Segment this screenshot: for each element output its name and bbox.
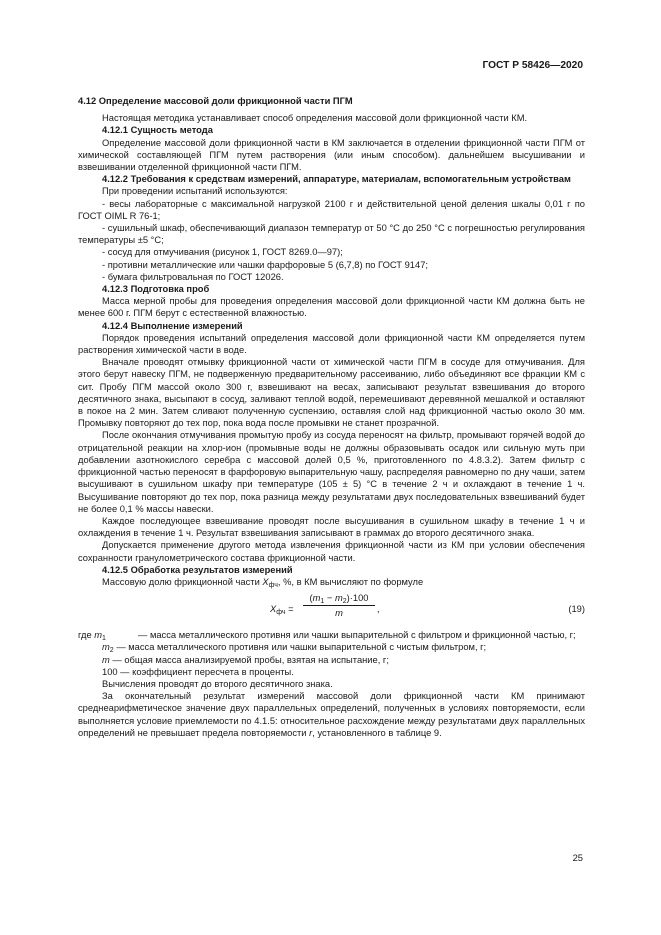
paragraph-final-result (78, 690, 585, 739)
where-m-text: — общая масса анализируемой пробы, взятая на испытание, г; (112, 654, 389, 665)
section-heading-4-12-2: 4.12.2 Требования к средствам измерений, аппаратуре, материалам, вспомогательным устройствам (102, 174, 571, 185)
paragraph-4-12-4-4: Каждое последующее взвешивание проводят после высушивания в сушильном шкафу в течение 1 ч и охлаждения в течение 1 ч. Результат взвешивания записывают в граммах до второго десятичного знака. (78, 515, 585, 539)
section-heading-4-12-3: 4.12.3 Подготовка проб (102, 284, 210, 295)
where-word: где (78, 630, 92, 641)
where-m1-var: m (94, 630, 103, 641)
formula-comma: , (377, 604, 380, 615)
where-m1-sub: 1 (102, 635, 106, 643)
final-text-post: , установленного в таблице 9. (312, 727, 442, 738)
formula-lhs-var: X (270, 604, 277, 615)
standard-header: ГОСТ Р 58426—2020 (482, 60, 583, 71)
where-m2 (78, 641, 585, 653)
formula-numerator (303, 592, 375, 606)
paragraph-4-12-4-1: Порядок проведения испытаний определения массовой доли фрикционной части КМ определяется путем растворения химической части в воде. (78, 332, 585, 356)
intro-text-post: , %, в КМ вычисляют по формуле (277, 576, 424, 587)
variable-x-subscript: фч (268, 581, 278, 589)
where-m-var: m (102, 654, 110, 665)
list-item: - сушильный шкаф, обеспечивающий диапазон температур от 50 °C до 250 °C с погрешностью регулирования температуры ±5 °C; (78, 223, 585, 246)
final-text-pre: За окончательный результат измерений массовой доли фрикционной части КМ принимают среднеарифметическое значение двух параллельных определений, полученных в условиях повторяемости, если выполняется условие приемлемости по 4.1.5: относительное расхождение между результатами двух параллельных определений не превышает предела повторяемости (78, 691, 585, 738)
page-content (78, 95, 585, 739)
list-item: - сосуд для отмучивания (рисунок 1, ГОСТ 8269.0—97); (102, 247, 343, 258)
paragraph-4-12-2-intro: При проведении испытаний используются: (102, 186, 288, 197)
list-item: - бумага фильтровальная по ГОСТ 12026. (102, 271, 284, 282)
formula-denominator (303, 606, 375, 619)
formula-paren-close: )·100 (346, 593, 369, 604)
formula-lhs (270, 603, 294, 615)
variable-r: r (309, 727, 313, 738)
formula-19 (78, 592, 585, 626)
paragraph-4-12: Настоящая методика устанавливает способ определения массовой доли фрикционной части КМ. (102, 113, 528, 124)
equation-number: (19) (568, 604, 585, 615)
intro-text-pre: Массовую долю фрикционной части (102, 576, 263, 587)
formula-lhs-sub: фч (276, 609, 286, 617)
where-label (78, 629, 106, 641)
formula-minus: − (324, 593, 335, 604)
formula-m2: m (334, 593, 343, 604)
paragraph-rounding: Вычисления проводят до второго десятичного знака. (102, 678, 333, 689)
formula-paren-open: ( (309, 593, 313, 604)
where-m1-text: — масса металлического противня или чашки выпарительной с фильтром и фрикционной частью, г; (138, 630, 576, 641)
formula-fraction (303, 592, 375, 619)
section-heading-4-12-5: 4.12.5 Обработка результатов измерений (102, 564, 293, 575)
list-item: - весы лабораторные с максимальной нагрузкой 2100 г и действительной ценой деления шкалы 0,01 г по ГОСТ OIML R 76-1; (78, 198, 585, 221)
variable-x: X (262, 576, 269, 587)
formula-m1: m (312, 593, 321, 604)
paragraph-4-12-4-3: После окончания отмучивания промытую пробу из сосуда переносят на фильтр, промывают горячей водой до отрицательной реакции на хлор-ион (промывные воды не должны образовывать осадок или сильную муть при добавлении азотнокислого серебра с массовой долей 0,5 %, приготовленного по 4.8.3.2). Затем фильтр с фрикционной частью переносят в фарфоровую выпарительную чашу, распределяя равномерно по дну чаши, затем высушивают в сушильном шкафу при температуре (105 ± 5) °C в течение 2 ч и охлаждают в течение 1 ч. Высушивание повторяют до тех пор, пока разница между результатами двух последовательных взвешиваний будет не более 0,1 % массы навески. (78, 430, 585, 514)
where-coefficient: 100 — коэффициент пересчета в проценты. (102, 666, 294, 677)
paragraph-4-12-3: Масса мерной пробы для проведения определения массовой доли фрикционной части КМ должна быть не менее 600 г. ПГМ берут с естественной влажностью. (78, 296, 585, 319)
formula-m: m (335, 608, 343, 619)
paragraph-4-12-4-5: Допускается применение другого метода извлечения фрикционной части из КМ при условии обеспечения сохранности гранулометрического состава фрикционной части. (78, 540, 585, 563)
where-m2-text: — масса металлического противня или чашки выпарительной с чистым фильтром, г; (116, 642, 487, 653)
where-m1 (78, 629, 585, 641)
paragraph-4-12-5-intro (78, 576, 585, 588)
where-m2-sub: 2 (109, 647, 114, 655)
where-m2-var: m (102, 642, 110, 653)
section-heading-4-12: 4.12 Определение массовой доли фрикционной части ПГМ (78, 96, 353, 106)
list-item: - противни металлические или чашки фарфоровые 5 (6,7,8) по ГОСТ 9147; (102, 259, 428, 270)
where-m (78, 654, 585, 666)
page-number: 25 (572, 853, 583, 863)
formula-m1-sub: 1 (320, 598, 325, 606)
formula-m2-sub: 2 (342, 598, 347, 606)
section-heading-4-12-4: 4.12.4 Выполнение измерений (102, 320, 243, 331)
section-heading-4-12-1: 4.12.1 Сущность метода (102, 125, 213, 136)
paragraph-4-12-4-2: Вначале проводят отмывку фрикционной части от химической части ПГМ в сосуде для отмучивания. Для этого берут навеску ПГМ, не подверженную предварительному рассеиванию, либо объединяют все фракции КМ с сит. Пробу ПГМ массой около 300 г, взвешивают на весах, записывают результат взвешивания до второго десятичного знака, высыпают в сосуд, заливают теплой водой, перемешивают деревянной мешалкой и оставляют в покое на 2 мин. Затем сливают полученную суспензию, оставляя слой над фрикционной частью около 30 мм. Промывку повторяют до тех пор, пока вода после промывки не станет прозрачной. (78, 357, 585, 429)
paragraph-4-12-1: Определение массовой доли фрикционной части в КМ заключается в отделении фрикционной части ПГМ от химической составляющей ПГМ путем растворения (или иным способом). дальнейшем высушивании и взвешивании отделенной фрикционной части ПГМ. (78, 137, 585, 173)
formula-equals: = (288, 604, 294, 615)
